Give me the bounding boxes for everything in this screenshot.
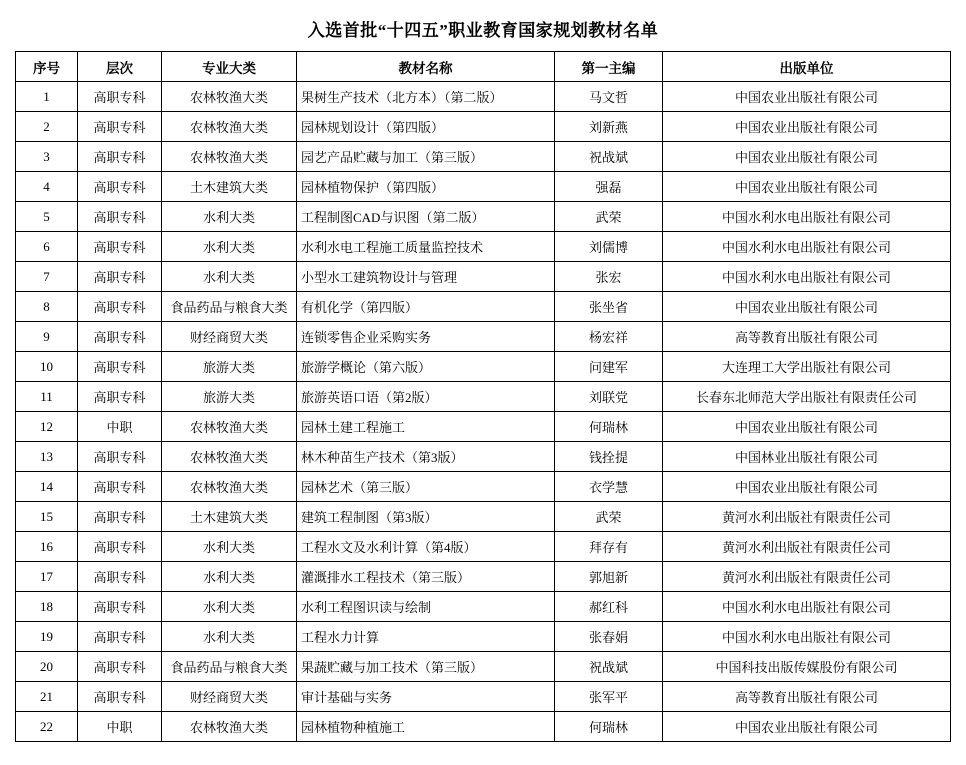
cell-press: 高等教育出版社有限公司: [663, 322, 951, 352]
cell-editor: 武荣: [555, 202, 663, 232]
cell-editor: 何瑞林: [555, 712, 663, 742]
cell-book: 有机化学（第四版）: [297, 292, 555, 322]
cell-major: 水利大类: [162, 532, 297, 562]
cell-press: 中国水利水电出版社有限公司: [663, 592, 951, 622]
table-row: [16, 472, 951, 502]
cell-editor: 张坐省: [555, 292, 663, 322]
cell-index: 3: [16, 142, 78, 172]
cell-major: 农林牧渔大类: [162, 472, 297, 502]
page-title: 入选首批“十四五”职业教育国家规划教材名单: [307, 21, 659, 40]
cell-editor: 祝战斌: [555, 652, 663, 682]
cell-editor: 张军平: [555, 682, 663, 712]
table-row: [16, 352, 951, 382]
cell-level: 高职专科: [78, 82, 162, 112]
cell-press: 黄河水利出版社有限责任公司: [663, 502, 951, 532]
cell-editor: 刘联党: [555, 382, 663, 412]
cell-index: 20: [16, 652, 78, 682]
cell-index: 6: [16, 232, 78, 262]
cell-level: 高职专科: [78, 142, 162, 172]
cell-level: 高职专科: [78, 172, 162, 202]
table-row: [16, 592, 951, 622]
cell-index: 11: [16, 382, 78, 412]
cell-book: 旅游学概论（第六版）: [297, 352, 555, 382]
cell-editor: 钱拴提: [555, 442, 663, 472]
table-body: [16, 82, 951, 742]
cell-book: 小型水工建筑物设计与管理: [297, 262, 555, 292]
cell-level: 高职专科: [78, 232, 162, 262]
cell-index: 9: [16, 322, 78, 352]
cell-index: 18: [16, 592, 78, 622]
cell-index: 2: [16, 112, 78, 142]
cell-level: 高职专科: [78, 202, 162, 232]
cell-level: 高职专科: [78, 592, 162, 622]
table-row: [16, 82, 951, 112]
cell-index: 19: [16, 622, 78, 652]
table-row: [16, 322, 951, 352]
cell-level: 高职专科: [78, 532, 162, 562]
cell-index: 1: [16, 82, 78, 112]
column-header-index: 序号: [16, 52, 78, 82]
cell-editor: 马文哲: [555, 82, 663, 112]
table-row: [16, 532, 951, 562]
cell-major: 旅游大类: [162, 382, 297, 412]
cell-press: 中国农业出版社有限公司: [663, 712, 951, 742]
table-row: [16, 112, 951, 142]
cell-major: 水利大类: [162, 202, 297, 232]
cell-book: 旅游英语口语（第2版）: [297, 382, 555, 412]
cell-level: 高职专科: [78, 652, 162, 682]
cell-major: 食品药品与粮食大类: [162, 292, 297, 322]
cell-editor: 郝红科: [555, 592, 663, 622]
cell-major: 食品药品与粮食大类: [162, 652, 297, 682]
table-row: [16, 202, 951, 232]
cell-book: 园林艺术（第三版）: [297, 472, 555, 502]
cell-major: 土木建筑大类: [162, 172, 297, 202]
table-row: [16, 262, 951, 292]
cell-press: 中国水利水电出版社有限公司: [663, 202, 951, 232]
cell-book: 审计基础与实务: [297, 682, 555, 712]
cell-press: 中国科技出版传媒股份有限公司: [663, 652, 951, 682]
cell-book: 水利水电工程施工质量监控技术: [297, 232, 555, 262]
table-row: [16, 142, 951, 172]
table-row: [16, 172, 951, 202]
cell-index: 13: [16, 442, 78, 472]
cell-press: 大连理工大学出版社有限公司: [663, 352, 951, 382]
cell-level: 高职专科: [78, 352, 162, 382]
cell-book: 工程水文及水利计算（第4版）: [297, 532, 555, 562]
cell-major: 农林牧渔大类: [162, 712, 297, 742]
cell-press: 中国水利水电出版社有限公司: [663, 622, 951, 652]
cell-book: 工程水力计算: [297, 622, 555, 652]
cell-index: 14: [16, 472, 78, 502]
cell-level: 高职专科: [78, 262, 162, 292]
table-row: [16, 412, 951, 442]
cell-press: 中国农业出版社有限公司: [663, 472, 951, 502]
cell-level: 中职: [78, 712, 162, 742]
cell-book: 灌溉排水工程技术（第三版）: [297, 562, 555, 592]
cell-press: 高等教育出版社有限公司: [663, 682, 951, 712]
cell-book: 工程制图CAD与识图（第二版）: [297, 202, 555, 232]
table-row: [16, 442, 951, 472]
cell-book: 园林规划设计（第四版）: [297, 112, 555, 142]
cell-index: 8: [16, 292, 78, 322]
cell-index: 17: [16, 562, 78, 592]
cell-level: 高职专科: [78, 562, 162, 592]
table-row: [16, 682, 951, 712]
table-header-row: [16, 52, 951, 82]
cell-book: 园林土建工程施工: [297, 412, 555, 442]
cell-major: 水利大类: [162, 622, 297, 652]
cell-press: 中国林业出版社有限公司: [663, 442, 951, 472]
cell-editor: 杨宏祥: [555, 322, 663, 352]
cell-index: 12: [16, 412, 78, 442]
cell-major: 土木建筑大类: [162, 502, 297, 532]
cell-book: 园林植物保护（第四版）: [297, 172, 555, 202]
table-header: [16, 52, 951, 82]
cell-book: 果蔬贮藏与加工技术（第三版）: [297, 652, 555, 682]
table-row: [16, 382, 951, 412]
cell-press: 中国农业出版社有限公司: [663, 142, 951, 172]
table-row: [16, 712, 951, 742]
cell-level: 高职专科: [78, 322, 162, 352]
cell-index: 10: [16, 352, 78, 382]
cell-press: 中国农业出版社有限公司: [663, 412, 951, 442]
cell-level: 高职专科: [78, 382, 162, 412]
column-header-level: 层次: [78, 52, 162, 82]
cell-book: 园林植物种植施工: [297, 712, 555, 742]
cell-level: 高职专科: [78, 502, 162, 532]
column-header-major: 专业大类: [162, 52, 297, 82]
cell-index: 22: [16, 712, 78, 742]
cell-press: 长春东北师范大学出版社有限责任公司: [663, 382, 951, 412]
cell-press: 中国水利水电出版社有限公司: [663, 232, 951, 262]
table-row: [16, 652, 951, 682]
cell-major: 农林牧渔大类: [162, 112, 297, 142]
cell-press: 中国农业出版社有限公司: [663, 82, 951, 112]
cell-major: 农林牧渔大类: [162, 82, 297, 112]
cell-index: 5: [16, 202, 78, 232]
cell-level: 高职专科: [78, 472, 162, 502]
table-row: [16, 502, 951, 532]
cell-index: 16: [16, 532, 78, 562]
cell-editor: 祝战斌: [555, 142, 663, 172]
cell-book: 果树生产技术（北方本）（第二版）: [297, 82, 555, 112]
cell-press: 中国农业出版社有限公司: [663, 172, 951, 202]
textbook-list-table: [15, 51, 951, 742]
cell-level: 高职专科: [78, 292, 162, 322]
cell-major: 水利大类: [162, 592, 297, 622]
cell-editor: 武荣: [555, 502, 663, 532]
cell-editor: 张宏: [555, 262, 663, 292]
table-row: [16, 562, 951, 592]
cell-editor: 问建军: [555, 352, 663, 382]
cell-press: 中国农业出版社有限公司: [663, 112, 951, 142]
cell-major: 旅游大类: [162, 352, 297, 382]
cell-index: 21: [16, 682, 78, 712]
cell-press: 中国水利水电出版社有限公司: [663, 262, 951, 292]
cell-index: 7: [16, 262, 78, 292]
cell-book: 园艺产品贮藏与加工（第三版）: [297, 142, 555, 172]
column-header-book: 教材名称: [297, 52, 555, 82]
cell-press: 中国农业出版社有限公司: [663, 292, 951, 322]
cell-editor: 何瑞林: [555, 412, 663, 442]
cell-index: 15: [16, 502, 78, 532]
cell-editor: 强磊: [555, 172, 663, 202]
cell-editor: 刘新燕: [555, 112, 663, 142]
cell-book: 林木种苗生产技术（第3版）: [297, 442, 555, 472]
cell-editor: 拜存有: [555, 532, 663, 562]
cell-editor: 张春娟: [555, 622, 663, 652]
column-header-press: 出版单位: [663, 52, 951, 82]
table-row: [16, 622, 951, 652]
cell-book: 连锁零售企业采购实务: [297, 322, 555, 352]
cell-major: 水利大类: [162, 562, 297, 592]
cell-level: 高职专科: [78, 622, 162, 652]
cell-level: 中职: [78, 412, 162, 442]
table-row: [16, 232, 951, 262]
cell-major: 农林牧渔大类: [162, 142, 297, 172]
cell-level: 高职专科: [78, 442, 162, 472]
cell-major: 财经商贸大类: [162, 682, 297, 712]
cell-editor: 刘儒博: [555, 232, 663, 262]
cell-major: 农林牧渔大类: [162, 412, 297, 442]
cell-level: 高职专科: [78, 682, 162, 712]
cell-major: 农林牧渔大类: [162, 442, 297, 472]
column-header-editor: 第一主编: [555, 52, 663, 82]
cell-editor: 衣学慧: [555, 472, 663, 502]
table-row: [16, 292, 951, 322]
cell-editor: 郭旭新: [555, 562, 663, 592]
cell-major: 水利大类: [162, 232, 297, 262]
cell-index: 4: [16, 172, 78, 202]
cell-press: 黄河水利出版社有限责任公司: [663, 562, 951, 592]
cell-major: 水利大类: [162, 262, 297, 292]
cell-level: 高职专科: [78, 112, 162, 142]
cell-press: 黄河水利出版社有限责任公司: [663, 532, 951, 562]
cell-book: 建筑工程制图（第3版）: [297, 502, 555, 532]
cell-major: 财经商贸大类: [162, 322, 297, 352]
cell-book: 水利工程图识读与绘制: [297, 592, 555, 622]
